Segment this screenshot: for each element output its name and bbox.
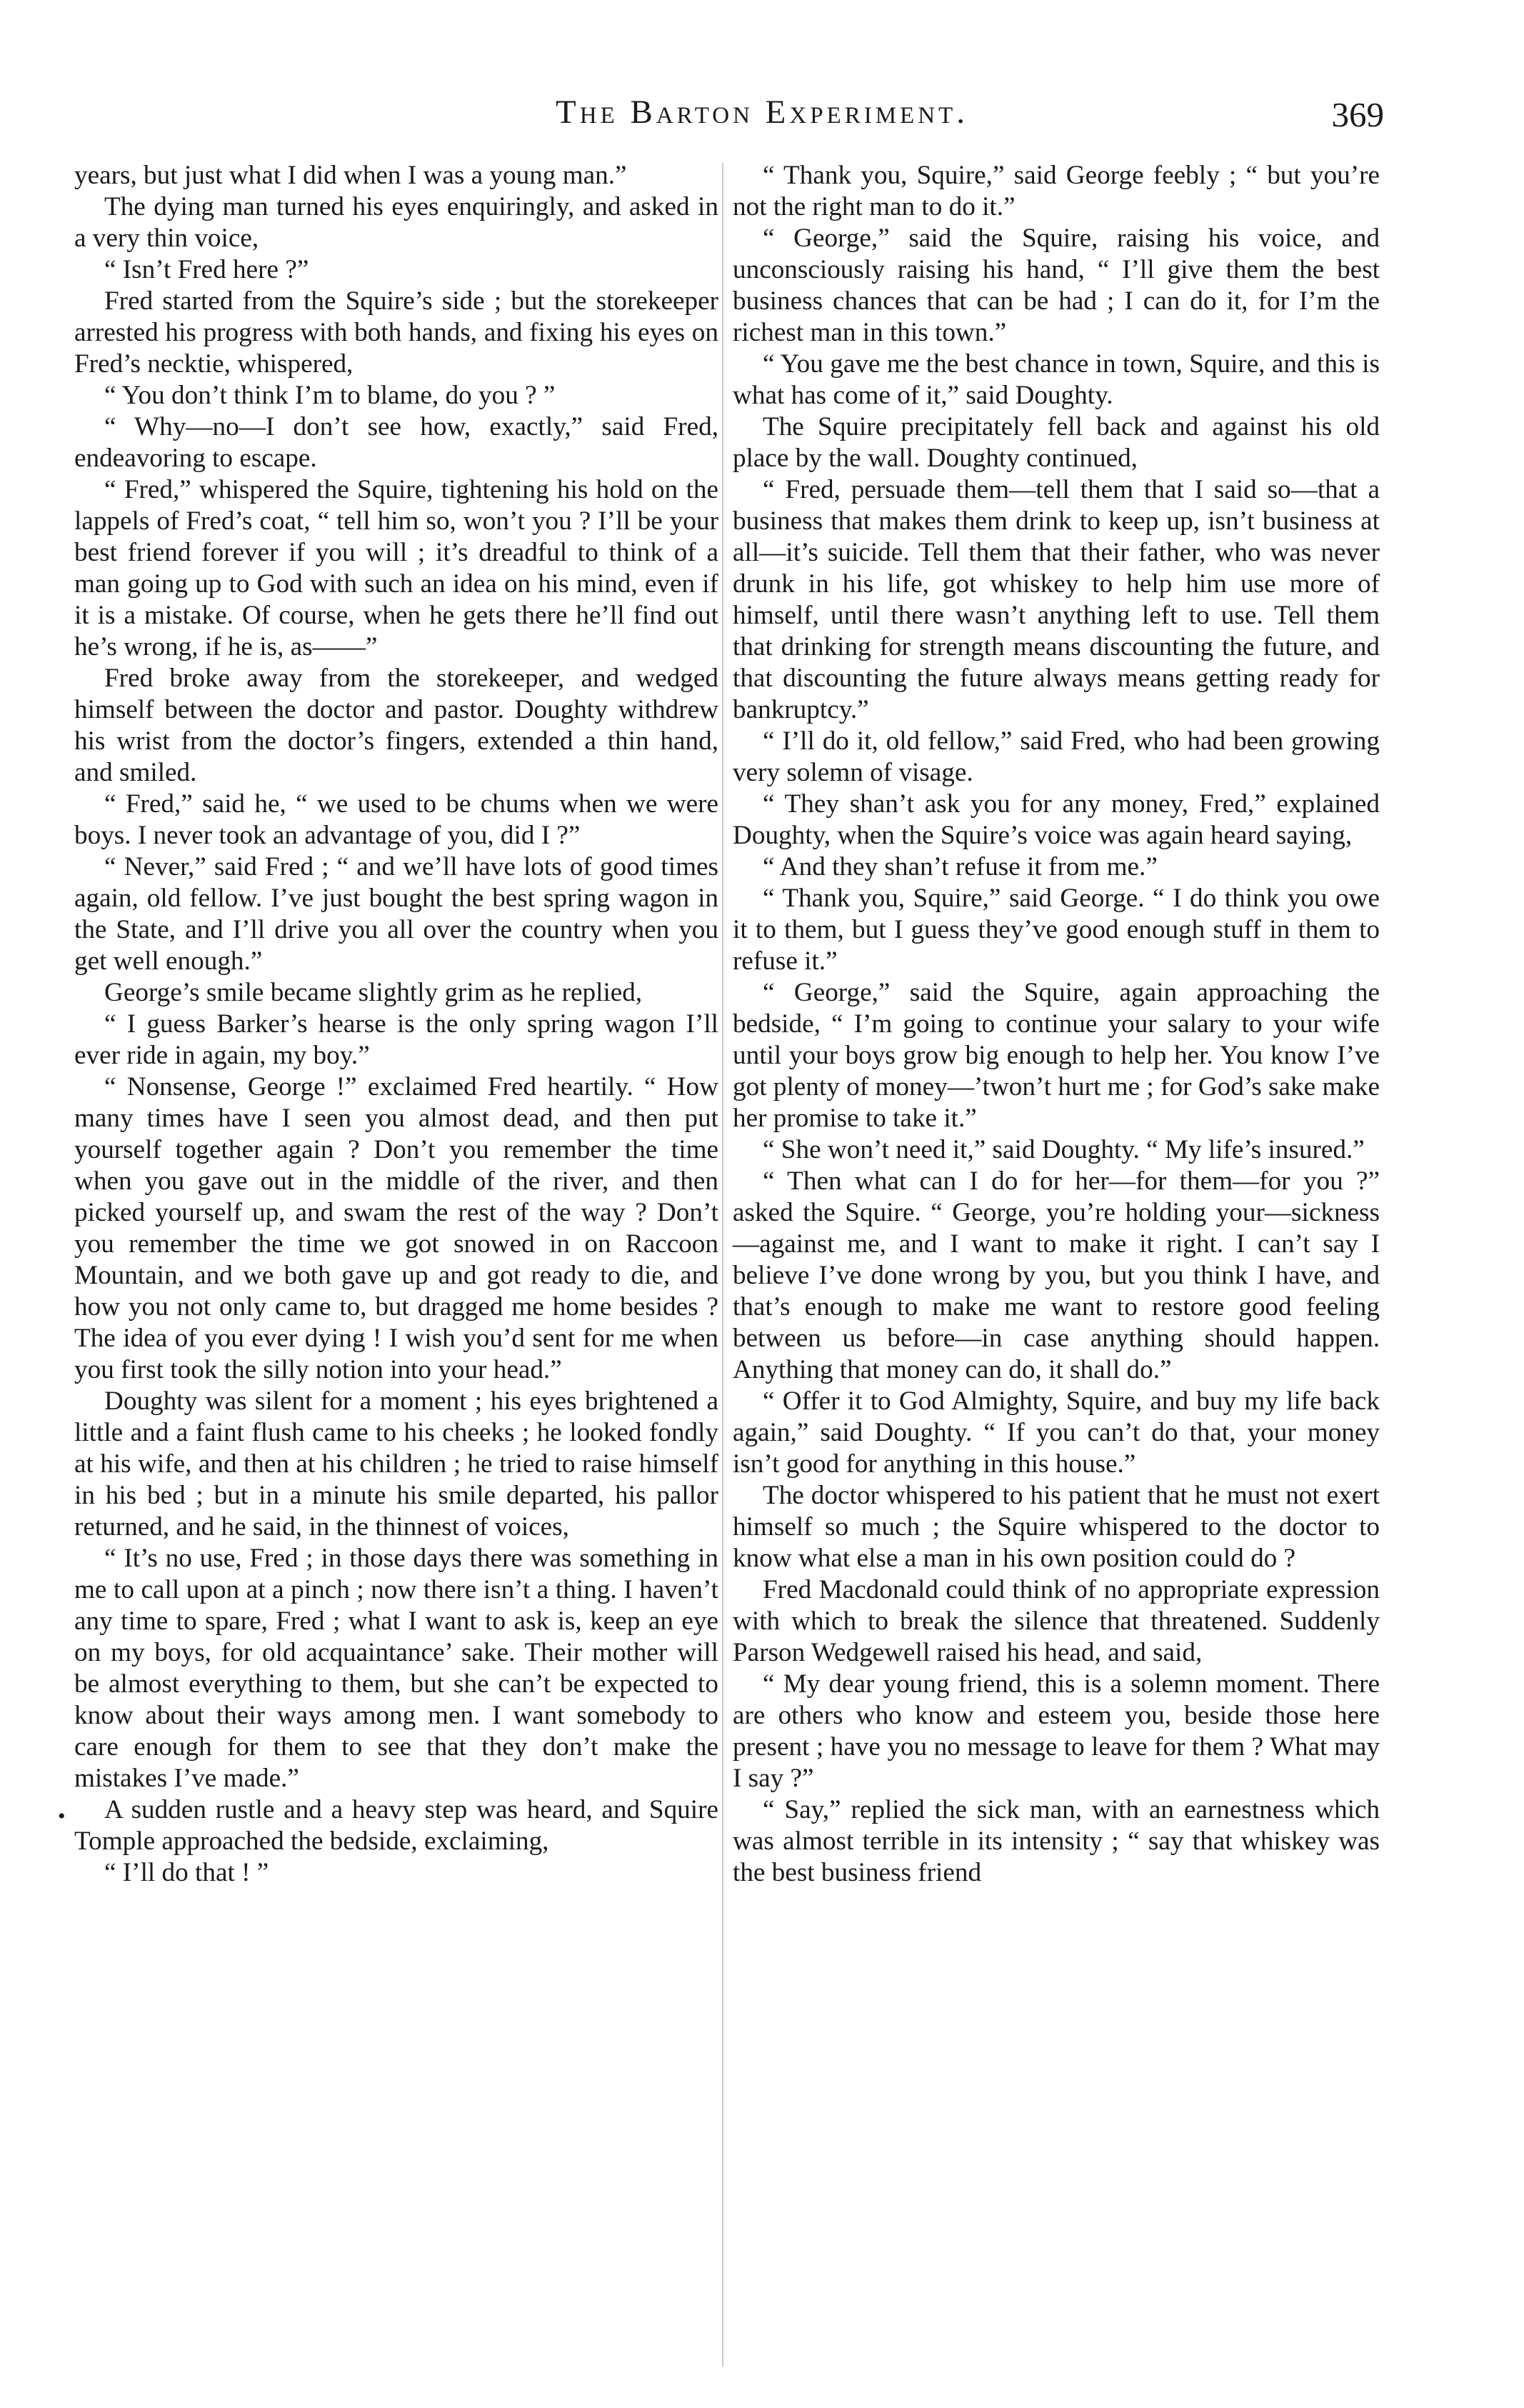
paragraph: The dying man turned his eyes enquiringly, and asked in a very thin voice, <box>74 192 718 253</box>
paragraph: “ And they shan’t refuse it from me.” <box>763 852 1158 881</box>
paragraph: “ I guess Barker’s hearse is the only spring wagon I’ll ever ride in again, my boy.” <box>74 1009 718 1070</box>
paragraph: “ George,” said the Squire, raising his voice, and unconsciously raising his hand, “ I’ll give them the best business chances that can be had ; I can do it, for I’m the richest man in this town.” <box>733 224 1380 347</box>
paragraph: The Squire precipitately fell back and against his old place by the wall. Doughty continued, <box>733 412 1380 473</box>
page-number: 369 <box>1331 95 1384 134</box>
paragraph: Fred started from the Squire’s side ; but the storekeeper arrested his progress with both hands, and fixing his eyes on Fred’s necktie, whispered, <box>74 286 718 379</box>
paragraph: “ It’s no use, Fred ; in those days there was something in me to call upon at a pinch ; now there isn’t a thing. I haven’t any time to spare, Fred ; what I want to ask is, keep an eye on my boys, for old acquaintance’ sake. Their mother will be almost everything to them, but she can’t be expected to know about their ways among men. I want somebody to care enough for them to see that they don’t make the mistakes I’ve made.” <box>74 1544 718 1793</box>
paragraph: Fred broke away from the storekeeper, and wedged himself between the doctor and pastor. Doughty withdrew his wrist from the doctor’s fingers, extended a thin hand, and smiled. <box>74 664 718 787</box>
column-divider <box>722 163 723 2367</box>
paragraph: “ Thank you, Squire,” said George feebly ; “ but you’re not the right man to do it.” <box>733 161 1380 221</box>
paragraph: “ Never,” said Fred ; “ and we’ll have lots of good times again, old fellow. I’ve just bought the best spring wagon in the State, and I’ll drive you all over the country when you get well enough.” <box>74 852 718 976</box>
paragraph: “ Then what can I do for her—for them—for you ?” asked the Squire. “ George, you’re holding your—sickness—against me, and I want to make it right. I can’t say I believe I’ve done wrong by you, but you think I have, and that’s enough to make me want to restore good feeling between us before—in case anything should happen. Anything that money can do, it shall do.” <box>733 1166 1380 1384</box>
paragraph: “ She won’t need it,” said Doughty. “ My life’s insured.” <box>763 1135 1365 1164</box>
stray-mark: • <box>58 1804 66 1828</box>
running-title: The Barton Experiment. <box>556 94 968 131</box>
page-header <box>0 84 1524 141</box>
paragraph: “ I’ll do that ! ” <box>104 1858 269 1887</box>
paragraph: “ Why—no—I don’t see how, exactly,” said Fred, endeavoring to escape. <box>74 412 718 473</box>
paragraph: “ My dear young friend, this is a solemn moment. There are others who know and esteem you, beside those here present ; have you no message to leave for them ? What may I say ?” <box>733 1669 1380 1793</box>
paragraph: “ Isn’t Fred here ?” <box>104 255 309 284</box>
paragraph: “ Fred, persuade them—tell them that I said so—that a business that makes them drink to keep up, isn’t business at all—it’s suicide. Tell them that their father, who was never drunk in his life, got whiskey to help him use more of himself, until there wasn’t anything left to use. Tell them that drinking for strength means discounting the future, and that discounting the future always means getting ready for bankruptcy.” <box>733 475 1380 724</box>
paragraph: A sudden rustle and a heavy step was heard, and Squire Tomple approached the bedside, exclaiming, <box>74 1795 718 1856</box>
paragraph: “ Nonsense, George !” exclaimed Fred heartily. “ How many times have I seen you almost dead, and then put yourself together again ? Don’t you remember the time when you gave out in the middle of the river, and then picked yourself up, and swam the rest of the way ? Don’t you remember the time we got snowed in on Raccoon Mountain, and we both gave up and got ready to die, and how you not only came to, but dragged me home besides ? The idea of you ever dying ! I wish you’d sent for me when you first took the silly notion into your head.” <box>74 1072 718 1384</box>
right-column <box>733 160 1380 1889</box>
paragraph: “ They shan’t ask you for any money, Fred,” explained Doughty, when the Squire’s voice was again heard saying, <box>733 789 1380 850</box>
paragraph: years, but just what I did when I was a young man.” <box>74 161 627 190</box>
paragraph: George’s smile became slightly grim as he replied, <box>104 978 643 1007</box>
paragraph: Fred Macdonald could think of no appropriate expression with which to break the silence that threatened. Suddenly Parson Wedgewell raised his head, and said, <box>733 1575 1380 1667</box>
paragraph: “ I’ll do it, old fellow,” said Fred, who had been growing very solemn of visage. <box>733 726 1380 787</box>
paragraph: “ Fred,” said he, “ we used to be chums when we were boys. I never took an advantage of you, did I ?” <box>74 789 718 850</box>
paragraph: “ Say,” replied the sick man, with an earnestness which was almost terrible in its intensity ; “ say that whiskey was the best business friend <box>733 1795 1380 1887</box>
paragraph: Doughty was silent for a moment ; his eyes brightened a little and a faint flush came to his cheeks ; he looked fondly at his wife, and then at his children ; he tried to raise himself in his bed ; but in a minute his smile departed, his pallor returned, and he said, in the thinnest of voices, <box>74 1387 718 1542</box>
left-column <box>74 160 718 1889</box>
paragraph: The doctor whispered to his patient that he must not exert himself so much ; the Squire whispered to the doctor to know what else a man in his own position could do ? <box>733 1481 1380 1573</box>
paragraph: “ You gave me the best chance in town, Squire, and this is what has come of it,” said Doughty. <box>733 349 1380 410</box>
paragraph: “ Fred,” whispered the Squire, tightening his hold on the lappels of Fred’s coat, “ tell him so, won’t you ? I’ll be your best friend forever if you will ; it’s dreadful to think of a man going up to God with such an idea on his mind, even if it is a mistake. Of course, when he gets there he’ll find out he’s wrong, if he is, as——” <box>74 475 718 661</box>
paragraph: “ George,” said the Squire, again approaching the bedside, “ I’m going to continue your salary to your wife until your boys grow big enough to help her. You know I’ve got plenty of money—’twon’t hurt me ; for God’s sake make her promise to take it.” <box>733 978 1380 1133</box>
paragraph: “ Thank you, Squire,” said George. “ I do think you owe it to them, but I guess they’ve good enough stuff in them to refuse it.” <box>733 884 1380 976</box>
paragraph: “ Offer it to God Almighty, Squire, and buy my life back again,” said Doughty. “ If you can’t do that, your money isn’t good for anything in this house.” <box>733 1387 1380 1479</box>
paragraph: “ You don’t think I’m to blame, do you ? ” <box>104 381 556 410</box>
